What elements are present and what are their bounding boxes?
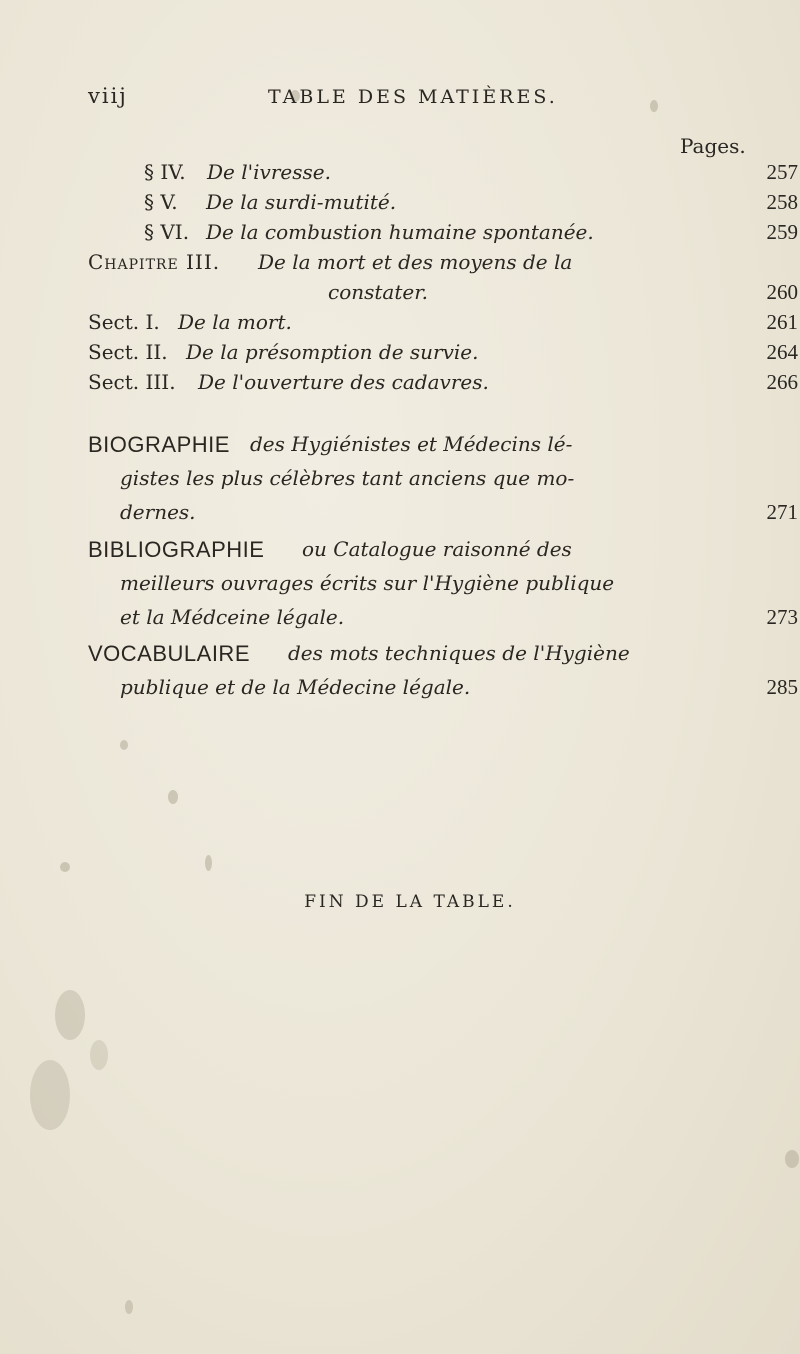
toc-entry — [88, 160, 798, 190]
toc-entry — [88, 190, 798, 220]
pages-column-label: Pages. — [680, 134, 746, 158]
entry-title: De la surdi-mutité. — [206, 190, 397, 214]
entry-page: 259 — [766, 220, 798, 244]
folio: viij — [88, 84, 128, 108]
end-of-table: FIN DE LA TABLE. — [304, 892, 516, 912]
entry-prefix: § V. — [144, 190, 178, 214]
entry-prefix: VOCABULAIRE — [88, 641, 250, 666]
toc-entry-line — [88, 466, 798, 496]
entry-title-line2: publique et de la Médecine légale. — [120, 675, 471, 699]
entry-prefix: Sect. III. — [88, 370, 176, 394]
toc-entry — [88, 432, 798, 462]
entry-title: De la présomption de survie. — [186, 340, 479, 364]
toc-entry — [88, 220, 798, 250]
toc-entry-line — [88, 605, 798, 635]
entry-title: des mots techniques de l'Hygiène — [288, 641, 630, 665]
entry-title: De l'ivresse. — [207, 160, 331, 184]
toc-entry-line — [88, 500, 798, 530]
toc-entry — [88, 641, 798, 671]
entry-title-line2: gistes les plus célèbres tant anciens que mo- — [120, 466, 575, 490]
entry-page: 271 — [766, 500, 798, 524]
entry-page: 261 — [766, 310, 798, 334]
toc-entry-continuation — [88, 280, 798, 310]
entry-prefix: § IV. — [144, 160, 186, 184]
toc-entry — [88, 370, 798, 400]
entry-title: ou Catalogue raisonné des — [302, 537, 572, 561]
page-header — [88, 84, 708, 114]
entry-page: 273 — [766, 605, 798, 629]
entry-prefix: Sect. II. — [88, 340, 168, 364]
entry-page: 266 — [766, 370, 798, 394]
toc-entry-line — [88, 675, 798, 705]
entry-page: 264 — [766, 340, 798, 364]
entry-title-line3: dernes. — [120, 500, 196, 524]
toc-entry — [88, 250, 798, 280]
toc-entry — [88, 340, 798, 370]
toc-entry — [88, 537, 798, 567]
entry-title: De l'ouverture des cadavres. — [198, 370, 489, 394]
entry-page: 257 — [766, 160, 798, 184]
entry-title: De la mort et des moyens de la — [258, 250, 573, 274]
toc-entry — [88, 310, 798, 340]
entry-title: De la combustion humaine spontanée. — [206, 220, 594, 244]
entry-prefix: BIOGRAPHIE — [88, 432, 230, 457]
entry-prefix: Sect. I. — [88, 310, 160, 334]
entry-page: 260 — [766, 280, 798, 304]
entry-title: De la mort. — [178, 310, 292, 334]
entry-title-line3: et la Médceine légale. — [120, 605, 345, 629]
entry-title: des Hygiénistes et Médecins lé- — [250, 432, 573, 456]
entry-prefix: BIBLIOGRAPHIE — [88, 537, 265, 562]
entry-prefix: Chapitre III. — [88, 250, 221, 274]
entry-title-line2: meilleurs ouvrages écrits sur l'Hygiène publique — [120, 571, 615, 595]
entry-page: 285 — [766, 675, 798, 699]
entry-prefix: § VI. — [144, 220, 190, 244]
entry-page: 258 — [766, 190, 798, 214]
entry-title-continued: constater. — [328, 280, 428, 304]
running-title: TABLE DES MATIÈRES. — [268, 86, 558, 108]
toc-entry-line — [88, 571, 798, 601]
